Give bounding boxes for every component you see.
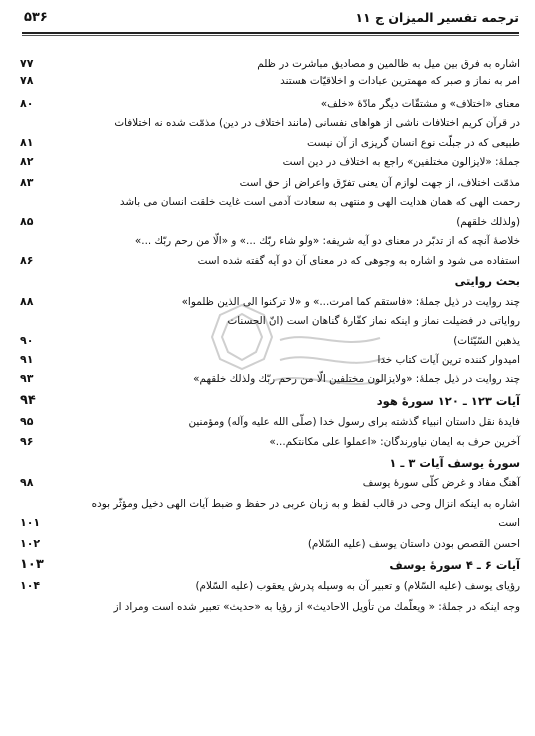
entry-page-number: ۹۱: [20, 353, 34, 366]
page-number: ۵۳۶: [24, 10, 48, 25]
entry-title: سورهٔ یوسف آیات ۳ ـ ۱: [389, 456, 520, 470]
entry-title: بحث روایتی: [454, 275, 520, 288]
entry-title: در قرآن کریم اختلافات ناشی از هواهای نفسانی (مانند اختلاف در دین) مذمّت شده نه اختلافات: [114, 117, 520, 129]
entry-title: چند روایت در ذیل جملهٔ: «فاستقم کما امرت...» و «لا ترکنوا الی الذین ظلموا»: [181, 296, 520, 308]
entry-page-number: ۹۰: [20, 334, 34, 347]
entry-page-number: ۷۸: [20, 74, 34, 87]
entry-page-number: ۸۵: [20, 215, 34, 228]
entry-title: یذهبن السّیّئات): [453, 335, 520, 347]
entry-page-number: ۱۰۳: [20, 557, 44, 572]
entry-page-number: ۷۷: [20, 57, 34, 70]
entry-title: طبیعی که در جبلّت نوع انسان گریزی از آن نیست: [307, 137, 520, 149]
entry-title: معنای «اختلاف» و مشتقّات دیگر مادّهٔ «خلف»: [320, 98, 520, 110]
entry-page-number: ۱۰۴: [20, 579, 41, 592]
entry-title: (ولذلك خلقهم): [456, 216, 520, 228]
entry-title: جملهٔ: «لایزالون مختلفین» راجع به اختلاف در دین است: [282, 156, 520, 168]
entry-page-number: ۸۸: [20, 295, 34, 308]
entry-title: رحمت الهی که همان هدایت الهی و منتهی به سعادت آدمی است غایت خلقت انسان می باشد: [119, 196, 520, 208]
entry-title: خلاصهٔ آنچه که از تدبّر در معنای دو آیه شریفه: «ولو شاء ربّك ...» و «الّا من رحم ربّك ...»: [134, 235, 520, 247]
entry-title: اشاره به اینکه انزال وحی در قالب لفظ و به زبان عربی در حفظ و ضبط آیات الهی دخیل ومؤثّر بوده: [91, 498, 520, 510]
entry-title: مذمّت اختلاف، از جهت لوازم آن یعنی تفرّق واعراض از حق است: [239, 177, 520, 189]
entry-title: است: [498, 517, 520, 529]
entry-page-number: ۸۰: [20, 97, 34, 110]
header-rule: [22, 32, 519, 34]
entry-title: امر به نماز و صبر که مهمترین عبادات و اخلاقیّات هستند: [280, 75, 520, 87]
entry-page-number: ۹۸: [20, 476, 34, 489]
header-rule-thin: [22, 35, 519, 36]
entry-page-number: ۱۰۱: [20, 516, 41, 529]
entry-title: فایدهٔ نقل داستان انبیاء گذشته برای رسول خدا (صلّی الله علیه وآله) ومؤمنین: [188, 416, 520, 428]
entry-title: احسن القصص بودن داستان یوسف (علیه السّلام): [307, 538, 520, 550]
entry-title: اشاره به فرق بین میل به ظالمین و مصادیق مباشرت در ظلم: [257, 58, 520, 70]
running-title: ترجمه تفسیر المیزان ج ۱۱: [355, 10, 519, 25]
entry-page-number: ۹۵: [20, 415, 34, 428]
entry-page-number: ۹۴: [20, 393, 36, 408]
entry-title: آیات ۱۲۳ ـ ۱۲۰ سورهٔ هود: [376, 394, 520, 408]
entry-title: وجه اینکه در جملهٔ: « ویعلّمك من تأویل الاحادیث» از رؤیا به «حدیث» تعبیر شده است ومراد از: [113, 601, 520, 613]
entry-title: چند روایت در ذیل جملهٔ: «ولایزالون مختلفین الّا من رحم ربّك ولذلك خلقهم»: [193, 373, 520, 385]
entry-page-number: ۸۱: [20, 136, 34, 149]
entry-page-number: ۹۶: [20, 435, 34, 448]
entry-page-number: ۸۳: [20, 176, 34, 189]
entry-title: آهنگ مفاد و غرض کلّی سورهٔ یوسف: [362, 477, 520, 489]
entry-title: امیدوار کننده ترین آیات کتاب خدا: [377, 354, 520, 366]
entry-title: آیات ۶ ـ ۴ سورهٔ یوسف: [389, 558, 520, 572]
entry-page-number: ۹۳: [20, 372, 34, 385]
entry-title: استفاده می شود و اشاره به وجوهی که در معنای آن دو آیه گفته شده است: [197, 255, 520, 267]
entry-page-number: ۱۰۲: [20, 537, 41, 550]
entry-title: رؤیای یوسف (علیه السّلام) و تعبیر آن به وسیله پدرش یعقوب (علیه السّلام): [195, 580, 520, 592]
entry-title: روایاتی در فضیلت نماز و اینکه نماز کفّارهٔ گناهان است (انّ الحسنات: [227, 315, 520, 327]
entry-page-number: ۸۶: [20, 254, 34, 267]
entry-title: آخرین حرف به ایمان نیاورندگان: «اعملوا علی مکانتکم...»: [269, 436, 520, 448]
page-header: [22, 8, 519, 30]
entry-page-number: ۸۲: [20, 155, 34, 168]
